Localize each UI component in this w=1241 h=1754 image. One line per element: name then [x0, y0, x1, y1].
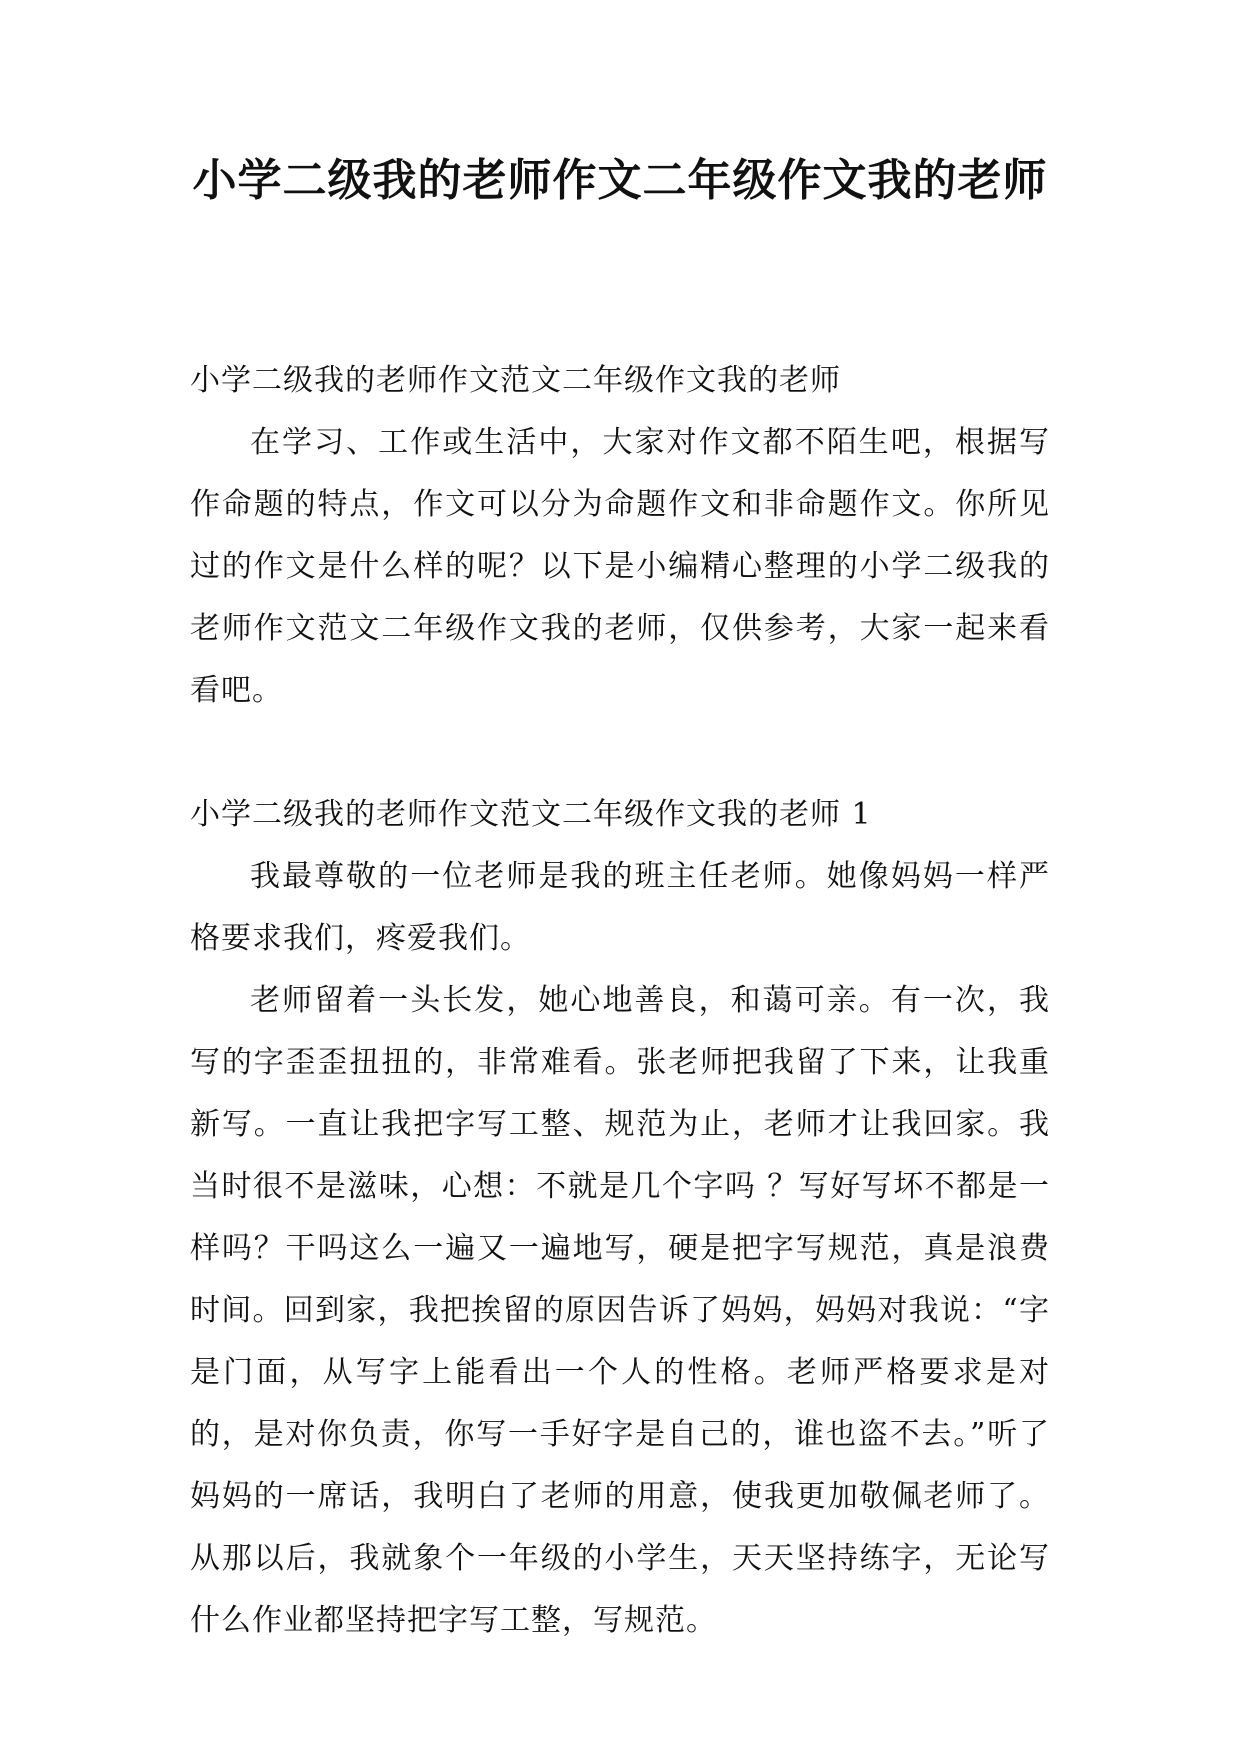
- intro-heading: 小学二级我的老师作文范文二年级作文我的老师: [190, 363, 841, 398]
- intro-paragraph: 在学习、工作或生活中，大家对作文都不陌生吧，根据写作命题的特点，作文可以分为命题作文和非命题作文。你所见过的作文是什么样的呢？以下是小编精心整理的小学二级我的老师作文范文二年级作文我的老师，仅供参考，大家一起来看看吧。: [190, 425, 1050, 708]
- section1-heading: 小学二级我的老师作文范文二年级作文我的老师 1: [190, 797, 872, 832]
- document-title: 小学二级我的老师作文二年级作文我的老师: [192, 155, 1048, 206]
- document-body: [190, 350, 1050, 1652]
- section1-paragraph-2: 老师留着一头长发，她心地善良，和蔼可亲。有一次，我写的字歪歪扭扭的，非常难看。张老师把我留了下来，让我重新写。一直让我把字写工整、规范为止，老师才让我回家。我当时很不是滋味，心想：不就是几个字吗 ？写好写坏不都是一样吗？干吗这么一遍又一遍地写，硬是把字写规范，真是浪费时间。回到家，我把挨留的原因告诉了妈妈，妈妈对我说：“字是门面，从写字上能看出一个人的性格。老师严格要求是对的，是对你负责，你写一手好字是自己的，谁也盗不去。”听了妈妈的一席话，我明白了老师的用意，使我更加敬佩老师了。从那以后，我就象个一年级的小学生，天天坚持练字，无论写什么作业都坚持把字写工整，写规范。: [190, 983, 1050, 1638]
- section1-paragraph-1: 我最尊敬的一位老师是我的班主任老师。她像妈妈一样严格要求我们，疼爱我们。: [190, 859, 1050, 956]
- section-spacer: [190, 722, 1050, 784]
